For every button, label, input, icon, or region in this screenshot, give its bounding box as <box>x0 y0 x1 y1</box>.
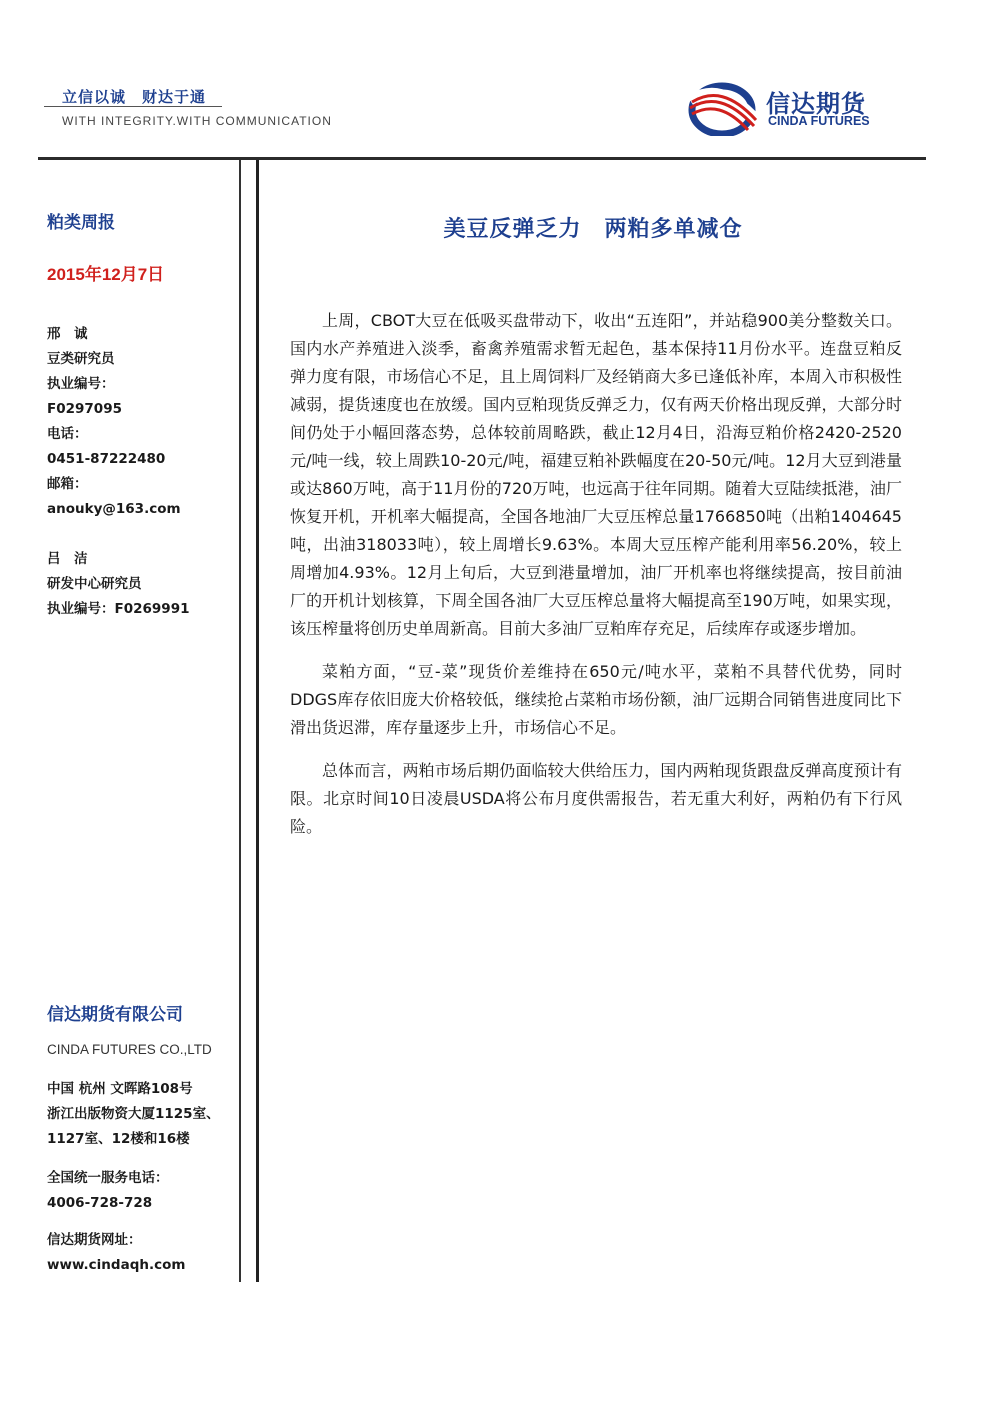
column-divider-thin <box>239 160 241 1282</box>
column-divider-thick <box>256 160 259 1282</box>
slogan-en: WITH INTEGRITY.WITH COMMUNICATION <box>62 114 332 128</box>
paragraph: 总体而言，两粕市场后期仍面临较大供给压力，国内两粕现货跟盘反弹高度预计有限。北京时间10日凌晨USDA将公布月度供需报告，若无重大利好，两粕仍有下行风险。 <box>290 761 902 836</box>
analyst-1-title: 豆类研究员 <box>47 351 115 367</box>
address-line-3: 1127室、12楼和16楼 <box>47 1131 190 1147</box>
address-line-2: 浙江出版物资大厦1125室、 <box>47 1106 220 1122</box>
report-body <box>290 307 902 856</box>
paragraph: 菜粕方面，“豆-菜”现货价差维持在650元/吨水平，菜粕不具替代优势，同时DDGS库存依旧庞大价格较低，继续抢占菜粕市场份额，油厂远期合同销售进度同比下滑出货迟滞，库存量逐步上升，市场信心不足。 <box>290 662 902 737</box>
paragraph: 上周，CBOT大豆在低吸买盘带动下，收出“五连阳”，并站稳900美分整数关口。国内水产养殖进入淡季，畜禽养殖需求暂无起色，基本保持11月份水平。连盘豆粕反弹力度有限，市场信心不足，且上周饲料厂及经销商大多已逢低补库，本周入市积极性减弱，提货速度也在放缓。国内豆粕现货反弹乏力，仅有两天价格出现反弹，大部分时间仍处于小幅回落态势，总体较前周略跌，截止12月4日，沿海豆粕价格2420-2520元/吨一线，较上周跌10-20元/吨，福建豆粕补跌幅度在20-50元/吨。12月大豆到港量或达860万吨，高于11月份的720万吨，也远高于往年同期。随着大豆陆续抵港，油厂恢复开机，开机率大幅提高，全国各地油厂大豆压榨总量1766850吨（出粕1404645吨，出油318033吨），较上周增长9.63%。本周大豆压榨产能利用率56.20%，较上周增加4.93%。12月上旬后，大豆到港量增加，油厂开机率也将继续提高，按目前油厂的开机计划核算，下周全国各油厂大豆压榨总量将大幅提高至190万吨，如果实现，该压榨量将创历史单周新高。目前大多油厂豆粕库存充足，后续库存或逐步增加。 <box>290 311 902 638</box>
company-address <box>47 1077 233 1152</box>
address-line-1: 中国 杭州 文晖路108号 <box>47 1081 193 1097</box>
analyst-1-email[interactable]: anouky@163.com <box>47 501 181 517</box>
brand-name-cn: 信达期货 <box>766 90 866 118</box>
company-name-en: CINDA FUTURES CO.,LTD <box>47 1042 212 1057</box>
hotline-block <box>47 1166 233 1216</box>
cinda-logo-icon <box>688 80 760 136</box>
website-block <box>47 1228 233 1278</box>
analyst-1-name: 邢 诚 <box>47 326 88 342</box>
website-label: 信达期货网址： <box>47 1232 142 1248</box>
analyst-1-block <box>47 322 233 522</box>
report-headline: 美豆反弹乏力 两粕多单减仓 <box>443 217 743 242</box>
analyst-1-phone-label: 电话： <box>47 426 88 442</box>
analyst-1-phone: 0451-87222480 <box>47 451 166 467</box>
brand-name-en: CINDA FUTURES <box>768 114 870 128</box>
slogan-cn: 立信以诚 财达于通 <box>62 88 207 106</box>
header-divider <box>38 157 926 160</box>
company-name-cn: 信达期货有限公司 <box>47 1005 183 1025</box>
website-link[interactable]: www.cindaqh.com <box>47 1257 186 1273</box>
analyst-2-block <box>47 547 233 622</box>
analyst-2-license: 执业编号：F0269991 <box>47 601 190 617</box>
analyst-1-license-label: 执业编号： <box>47 376 115 392</box>
hotline-number: 4006-728-728 <box>47 1195 153 1211</box>
hotline-label: 全国统一服务电话： <box>47 1170 169 1186</box>
slogan-underline <box>44 106 222 107</box>
report-type: 粕类周报 <box>47 213 115 233</box>
analyst-2-name: 吕 洁 <box>47 551 88 567</box>
analyst-2-title: 研发中心研究员 <box>47 576 142 592</box>
analyst-1-email-label: 邮箱： <box>47 476 88 492</box>
report-date: 2015年12月7日 <box>47 265 165 284</box>
analyst-1-license: F0297095 <box>47 401 122 417</box>
